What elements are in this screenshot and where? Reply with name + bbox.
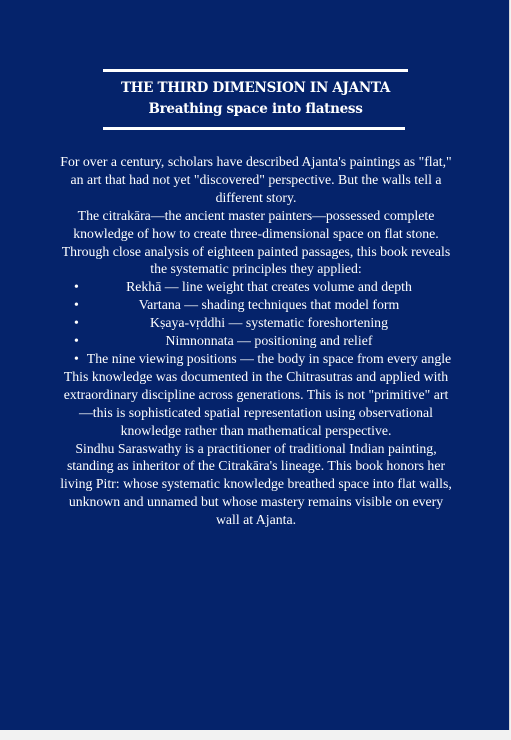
bullet-icon: • <box>74 350 79 366</box>
blurb-text <box>60 153 452 529</box>
cover-subtitle: Breathing space into flatness <box>148 101 363 117</box>
blurb-paragraph-citrakara: The citrakāra—the ancient master painters—possessed complete knowledge of how to create three-dimensional space on flat stone. Through close analysis of eighteen painted passages, this book reveals the systematic principles they applied: <box>61 207 451 277</box>
bullet-icon: • <box>74 279 79 295</box>
blurb-paragraph-chitrasutras: This knowledge was documented in the Chitrasutras and applied with extraordinary discipline across generations. This is not "primitive" art—this is sophisticated spatial representation using observational knowledge rather than mathematical perspective. <box>63 368 449 438</box>
list-item-text: Vartana — shading techniques that model form <box>138 297 400 313</box>
list-item-text: Kṣaya-vṛddhi — systematic foreshortening <box>150 315 388 331</box>
bottom-divider-rule <box>103 127 405 130</box>
blurb-paragraph-author: Sindhu Saraswathy is a practitioner of traditional Indian painting, standing as inheritor of the Citrakāra's lineage. This book honors her living Pitr: whose systematic knowledge breathed space into flat walls, unknown and unnamed but whose mastery remains visible on every wall at Ajanta. <box>60 440 452 528</box>
top-divider-rule <box>103 69 408 72</box>
bullet-icon: • <box>74 315 79 331</box>
bullet-icon: • <box>74 333 79 349</box>
list-item-text: Nimnonnata — positioning and relief <box>165 333 373 349</box>
list-item <box>60 314 452 332</box>
list-item <box>60 296 452 314</box>
list-item <box>60 350 452 368</box>
cover-title: THE THIRD DIMENSION IN AJANTA <box>120 80 391 96</box>
list-item <box>60 278 452 296</box>
list-item <box>60 332 452 350</box>
list-item-text: The nine viewing positions — the body in space from every angle <box>86 350 452 366</box>
bullet-icon: • <box>74 297 79 313</box>
principles-list <box>60 278 452 368</box>
list-item-text: Rekhā — line weight that creates volume and depth <box>126 279 412 295</box>
blurb-paragraph-intro: For over a century, scholars have described Ajanta's paintings as "flat," an art that had not yet "discovered" perspective. But the walls tell a different story. <box>60 154 452 205</box>
